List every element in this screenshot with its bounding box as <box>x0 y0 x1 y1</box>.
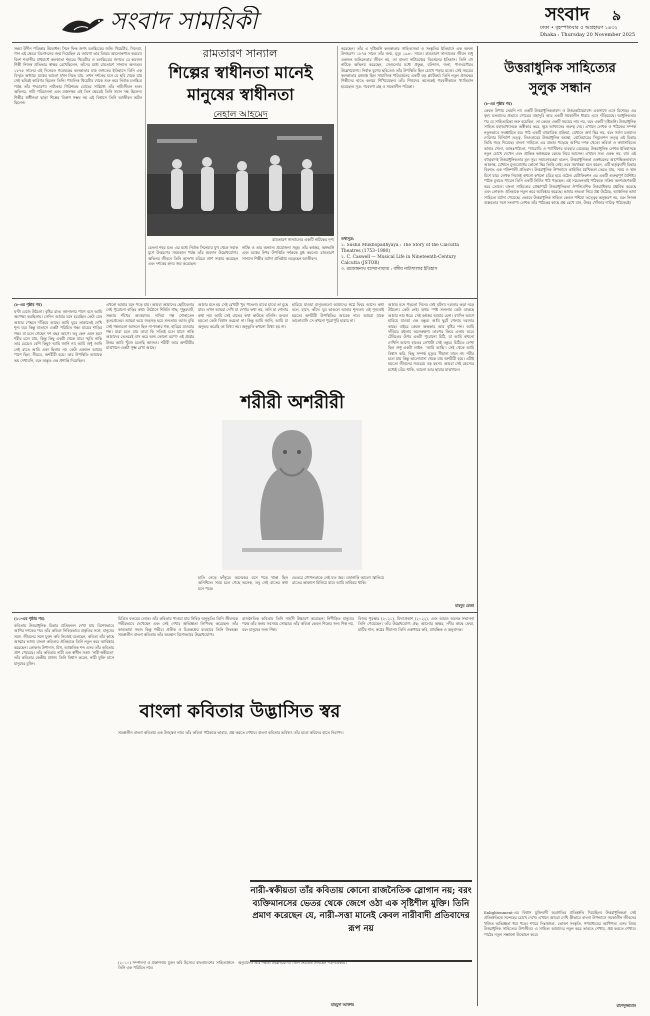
article3-illustration <box>222 420 362 570</box>
section-rule <box>12 612 478 613</box>
article4-continued: (১০-এর পৃষ্ঠার পর) <box>14 616 45 621</box>
article4-col6 <box>358 730 474 875</box>
date-english: Dhaka : Thursday 20 November 2025 <box>540 32 636 38</box>
paper-name: সংবাদ <box>545 4 590 25</box>
article4-col5: সমকালীন বাংলা কবিতায় এক উজ্জ্বল নাম। তাঁর কবিতা পাঠককে ভাবায়, প্রশ্ন করতে শেখায়। বাংলা কবিতার ভবিষ্যৎ তাঁর মতো কবিদের হাতে নিরাপদ। <box>118 730 344 735</box>
article4-title: বাংলা কবিতার উদ্ভাসিত স্বর <box>139 701 341 722</box>
article2-body: কেবল উপায় তেমনি না। একটি উত্তরাধুনিকতাবাদ ও উত্তরকাঠামোবাদ একসাথে এসে মিশেছে। এর বৃহৎ মতবাদের প্রভাবে গোত্রের বাহাদুরি আর একটি সমকালীন ধারায় এসে দাঁড়িয়েছে। আধুনিকতার পর যে সাহিত্যচিন্তা শুরু হয়েছিল, তা কেবল একটি সময়ের নাম নয়, বরং একটি দৃষ্টিভঙ্গি। উত্তরাধুনিক সাহিত্য মহাআখ্যানকে অস্বীকার করে, ক্ষুদ্র আখ্যানের গুরুত্ব দেয়। এখানে লেখক ও পাঠকের সম্পর্ক নতুনভাবে সংজ্ঞায়িত হয়। পাঠ একটি বহুমাত্রিক প্রক্রিয়া, যেখানে অর্থ স্থির নয়, বরং সর্বদা চলমান। দেরিদার বিনির্মাণ তত্ত্ব, লিওতারের উত্তরাধুনিক অবস্থা, বোদ্রিয়ারের সিমুলেশন তত্ত্ব এই চিন্তার ভিত্তি গড়ে দিয়েছে। বাংলা সাহিত্যে এর প্রভাব পড়েছে আশির দশক থেকে। কবিতা ও কথাসাহিত্যে ভাষার খেলা, আন্তঃপাঠ্যতা, প্যারোডি ও প্যাস্টিশের ব্যবহার বেড়েছে। উত্তরাধুনিক লেখক ইতিহাসকে নতুন চোখে দেখেন এবং প্রান্তিক কণ্ঠস্বরকে কেন্দ্রে নিয়ে আসেন। এখানে সত্য একক নয়, বহু। এই বহুত্ববাদই উত্তরাধুনিকতার মূল সুর। সমালোচকরা বলেন, উত্তরাধুনিকতা একধরনের আপেক্ষিকতাবাদে আক্রান্ত, যেখানে মূল্যবোধের কোনো স্থির ভিত্তি নেই। তবে সমর্থকরা মনে করেন, এটি কর্তৃত্ববাদী চিন্তার বিরুদ্ধে এক শক্তিশালী প্রতিবাদ। উত্তরাধুনিক উপন্যাসে কাহিনির রৈখিকতা ভেঙে যায়, সময় ও স্থান মিশে যায়। লেখক নিজেই কখনো কখনো চরিত্র হয়ে ওঠেন। মেটাফিকশন এর একটি গুরুত্বপূর্ণ বৈশিষ্ট্য। পাঠক বুঝতে পারেন তিনি একটি নির্মিত পাঠ পড়ছেন। এই সচেতনতাই পাঠককে সক্রিয় অংশগ্রহণকারী করে তোলে। বাংলা সাহিত্যের প্রেক্ষাপটে উত্তরাধুনিকতা ঔপনিবেশিক উত্তরাধিকার প্রশ্নবিদ্ধ করেছে এবং লোকজ ঐতিহ্যকে নতুন করে আবিষ্কার করেছে। ভাষার শুদ্ধতা নিয়ে প্রশ্ন উঠেছে, আঞ্চলিক ভাষা সাহিত্যে মর্যাদা পেয়েছে। এভাবে উত্তরাধুনিক সাহিত্য কেবল পশ্চিমা তত্ত্বের অনুকরণ নয়, বরং নিজস্ব বাস্তবতার সঙ্গে সংলাপ। লেখক তাঁর পাঠকের কাছে প্রশ্ন রেখে যান, উত্তর খোঁজার দায়িত্ব পাঠকেরই। <box>484 108 636 205</box>
article2-body2: Enlightenment-এর বিশ্বাস যুক্তিবাদী অগ্রগতির প্রতিশ্রুতি দিয়েছিল। উত্তরাধুনিকতা সেই প্রতিশ্রুতিকে সন্দেহের চোখে দেখে। এখানে আমরা দেখি কীভাবে বাংলা উপন্যাসে সমকালীন জীবনের খণ্ডিত অভিজ্ঞতা ধরা পড়ে। শহুরে নিঃসঙ্গতা, ভোক্তা সংস্কৃতি, গণমাধ্যমের আধিপত্য এসব বিষয় উত্তরাধুনিক সাহিত্যের উপজীব্য। এ সাহিত্য আমাদের নতুন করে ভাবতে শেখায়, প্রশ্ন করতে শেখায়। পাঠের নতুন সম্ভাবনা উন্মোচন করে। <box>484 910 636 937</box>
article1-photo-caption: রামতারণ সান্যালের একটি নাটকের দৃশ্য <box>272 237 334 242</box>
article3-title: শরীরী অশরীরী <box>240 392 345 413</box>
article4-col4: বিজয় পুরস্কার (২০২১), বিদ্যাপ্রকাশ (২০২২), এবং আরও অনেক সম্মাননা তিনি পেয়েছেন। তাঁর উল্লেখযোগ্য গ্রন্থ: আলোর অক্ষর, নদীর কাছে ফেরা, মাটির গান, স্বপ্নের সীমানা। তিনি একাধারে কবি, প্রাবন্ধিক ও অনুবাদক। <box>358 616 474 632</box>
article3-col4: হারিয়ে যাওয়া মানুষগুলো আমাদের স্বপ্নে ফিরে আসে। কথা বলে, হাসে, কাঁদে। ঘুম ভাঙলে আবার শূন্যতা। এই শূন্যতাই হয়তো অশরীরী উপস্থিতির আরেক নাম। আমরা যাকে ভালোবাসি সে কখনো পুরোপুরি হারায় না। <box>292 302 384 324</box>
page-number: ৯ <box>612 8 622 24</box>
article4-col3: রাজনৈতিক কবিতায় তিনি সাহসী উচ্চারণ করেছেন। নিপীড়িত মানুষের পক্ষে তাঁর কলম সবসময় সোচ্চার। তাঁর কবিতা কেবল শিল্পের জন্য শিল্প নয়, বরং মানুষের জন্য শিল্প। <box>242 616 354 632</box>
article3-author: মাহবুব রেজা <box>455 603 474 608</box>
bird-logo-icon <box>60 14 106 38</box>
article4-bottom1: (২০১০) সম্পাদনা ও প্রকাশনায় যুক্ত। কবি হিসেবে বাংলাদেশের সাহিত্যাঙ্গনে তিনি এক পরিচিত নাম। <box>118 960 234 971</box>
article1-col1: সন্ধ্যা উদীন পত্রিকার উদ্বোধন। সিনে ফিক জগৎ চলচ্চিত্রের জনি। থিয়েটার, সিনেমা, গান এই ক্ষেত্রে বিনোদনের জন্ম দিয়েছিল যে জায়গা তার বিষয়ে আলোকপাত করবো। বিংশ শতাব্দীর প্রথমার্ধে কলকাতা শহরের থিয়েটার ও চলচ্চিত্রের জগতে যে কয়জন শিল্পী নিজস্ব প্রতিভার স্বাক্ষর রেখেছিলেন, তাঁদের মধ্যে রামতারণ সান্যাল অন্যতম। ১৮৭৫ সালের এই দিনেরও গবেষকের কলকাতার মঞ্চ জগতের ইতিহাসে তিনি এক বিস্মৃত অধ্যায়। মঞ্চের আলো যখন নিভে যায়, তখন দর্শকের মনে যে ছবি থেকে যায় সেই ছবিরই কারিগর ছিলেন তিনি। পাবলিক থিয়েটার থেকে শুরু করে নির্বাক চলচ্চিত্র পর্যন্ত তাঁর পদচারণা। নাট্যকার গিরিশচন্দ্র ঘোষের সান্নিধ্যে তাঁর নাট্যজীবন শুরু। অভিনয়, নাট্য পরিচালনা এবং মঞ্চসজ্জা এই তিন ক্ষেত্রেই তিনি সমান দক্ষ ছিলেন। শিল্পীর স্বাধীনতা ছাড়া শিল্পের বিকাশ সম্ভব নয় এই বিশ্বাসে তিনি আজীবন অটল ছিলেন। <box>14 46 142 106</box>
article3-bottom-left: হাতি নেড়ে ফাঁসুরে। অনেকের বসে পড়ে থাকা ছিল অনিশ্চিত। সময় চলে গেছে অনেক, তবু সেই রাতের কথা মনে পড়ে। <box>198 575 288 591</box>
article4-author: মাহমুদা আক্তার <box>330 1002 354 1007</box>
article3-col5: আমার মনে পড়লো দিনের সেই ঘটনা। দরজার কড়া নড়ে উঠলো। কেউ নেই। অথচ স্পষ্ট শুনলাম কেউ ডাকছে আমার নাম ধরে। সেই কণ্ঠস্বর আমার চেনা। বহুদিন আগে হারিয়ে যাওয়া এক বন্ধুর। আমি ছুটে গেলাম দরজার কাছে। বাইরে কেবল অন্ধকার আর বৃষ্টির শব্দ। আমি দাঁড়িয়ে রইলাম অনেকক্ষণ। তারপর ফিরে এলাম ঘরে। টেবিলের উপর একটা পুরোনো চিঠি, যা আমি কখনো দেখিনি আগে। হাতের লেখাটা সেই বন্ধুর। চিঠিতে লেখা ছিল শুধু একটা লাইন: ‘আমি আছি’। সেই থেকে আমি বিশ্বাস করি, কিছু সম্পর্ক মৃত্যুর সীমানা মানে না। শরীর চলে যায় কিন্তু ভালোবাসা থেকে যায় অশরীরী হয়ে। এটাই হয়তো জীবনের সবচেয়ে বড় রহস্য। আমরা সেই রহস্যের মধ্যেই বেঁচে থাকি, আলো আর ছায়ার মাঝখানে। <box>388 302 474 372</box>
article3-col1: ঘণ্টা বেজে উঠলো। বৃষ্টির রাত। জানালার পাশে বসে আমি অপেক্ষা করছিলাম। সেদিন আমার মনে হয়েছিল কেউ যেন আমার পেছনে দাঁড়িয়ে আছে। আমি ঘুরে তাকাতেই দেখি শূন্য ঘর। কিন্তু বাতাসে একটা পরিচিত গন্ধ। মায়ের শাড়ির গন্ধ। মা চলে গেছেন দশ বছর আগে। তবু কেন এমন হয়? শরীর চলে যায়, কিন্তু কিছু একটা থেকে যায়। স্মৃতি নাকি তার চেয়েও বেশি কিছু? আমি জানি না। আমি শুধু জানি সেই রাতে আমি একা ছিলাম না। কেউ একজন আমার পাশে ছিল, নীরবে, অশরীরী হয়ে। তার উপস্থিতি আমাকে ভয় দেখায়নি, বরং অদ্ভুত এক প্রশান্তি দিয়েছিল। <box>14 309 102 363</box>
article3-col2: এখনো আমার মনে পড়ে যায়। আমরা আমাদের ছোটবেলার সেই পুরোনো বাড়ির কথা। উঠোনে শিউলি গাছ, পুকুরঘাট, সন্ধ্যায় শাঁখের আওয়াজ। দাদিমা গল্প শোনাতেন ভূতপ্রেতের। আমরা ভয়ে জড়সড় হয়ে শুনতাম। আজ বুঝি সেই গল্পগুলো আসলে ছিল না-থাকার গল্প, হারিয়ে যাওয়ার গল্প। যারা চলে যায় তারা কি সত্যিই চলে যায়? নাকি আমাদের ভেতরেই বাস করে অন্য কোনো রূপে? এই প্রশ্নের উত্তর আমি খুঁজে চলেছি আজও। শরীরী আর অশরীরীর মাঝখানে একটা সূক্ষ্ম রেখা আছে। <box>106 302 194 351</box>
article2-title-line1: উত্তরাধুনিক সাহিত্যের <box>504 61 616 76</box>
article2-author: রাশেদুজ্জামান <box>616 1003 636 1008</box>
article1-title-line1: শিল্পের স্বাধীনতা মানেই <box>168 63 313 82</box>
article4-pullquote <box>250 880 472 962</box>
article3-continued: (৮-এর পৃষ্ঠার পর) <box>14 302 43 307</box>
article1-below-left: চেনলা শহর মত। এর মধ্যে নির্বাক সিনেমার যুগ থেকে সবাক যুগে উত্তরণের সময়কাল পর্যন্ত তাঁর অবদান উল্লেখযোগ্য। অভিনয় জীবনে তিনি অসংখ্য চরিত্রে প্রাণ সঞ্চার করেছেন এবং দর্শকের হৃদয় জয় করেছেন। <box>148 245 238 267</box>
article2-continued: (৮-এর পৃষ্ঠার পর) <box>484 101 513 106</box>
article1-title-line2: মানুষের স্বাধীনতা <box>187 85 294 104</box>
article3-bottom-mid: ভেতরে গোপনতাকে নেই যত জ্বর। জোনাকি আলো জ্বালিয়ে রাতের আকাশে মিলিয়ে যায়। আমি তাকিয়ে থাকি। <box>292 575 384 586</box>
article4-col2: চিত্রিত বলয়ের লোক। তাঁর কবিতায় পাওয়া যায় নিবিড় অনুভূতি। তিনি জীবনকে গভীরভাবে দেখেছেন এবং সেই দেখার অভিজ্ঞতা লিপিবদ্ধ করেছেন। তাঁর কাব্যভাষা সহজ কিন্তু গভীর। প্রতীক ও চিত্রকল্পের ব্যবহারে তিনি সিদ্ধহস্ত। সমকালীন বাংলা কবিতায় তাঁর অবস্থান বিশেষভাবে উল্লেখযোগ্য। <box>118 616 238 638</box>
article3-col3: আমার মনে হয় সেই রেখাটা খুব পাতলা। মাঝে মাঝে তা মুছে যায়। তখন আমরা দেখি যা দেখার কথা নয়, শুনি যা শোনার কথা নয়। আমি সেই রাতের কথা কাউকে বলিনি। বললে হয়তো কেউ বিশ্বাস করতো না। কিন্তু আমি জানি, আমি যা অনুভব করেছি তা মিথ্যা নয়। অনুভূতি কখনো মিথ্যা হয় না। <box>198 302 288 329</box>
section-rule <box>12 298 478 299</box>
article1-kicker: রামতারণ সান্যাল <box>202 47 278 60</box>
column-divider <box>477 46 478 1006</box>
article1-photo <box>147 124 334 236</box>
column-divider <box>145 46 146 296</box>
article1-col2: করেছেন। তাঁর এ দৃষ্টিভঙ্গি কলকাতার সাহিত্যসভা ও সংস্কৃতির ইতিহাসে এক অনন্য উদাহরণ। ১৮৭৫ সালে তাঁর জন্ম, মৃত্যু ১৯৪০ সালে। রামতারণ সান্যালের জীবন শুধু একজন অভিনেতার জীবন নয়, তা বাংলা নাট্যমঞ্চের বিবর্তনের ইতিহাস। তিনি বহু নাটকে অভিনয় করেছেন, সেগুলোর মধ্যে প্রফুল্ল, বলিদান, জনা, পাণ্ডবগৌরব উল্লেখযোগ্য। নির্বাক যুগের ছবিতেও তাঁর উপস্থিতি ছিল চোখে পড়ার মতো। সেই সময়ের কলকাতার রঙ্গমঞ্চ ছিল সামাজিক পরিবর্তনের একটি বড় প্ল্যাটফর্ম। তিনি নতুন প্রজন্মের শিল্পীদের হাতে কলমে শিখিয়েছেন। তাঁর শিষ্যদের অনেকেই পরবর্তীকালে খ্যাতিমান হয়েছেন। সূত্র: গবেষণা গ্রন্থ ও সমকালীন পত্রিকা। <box>341 46 473 89</box>
article4-col1: কবিতায় উত্তরাধুনিক চিন্তার প্রতিফলন দেখা যায় বিশেষভাবে আশির দশকের পর। তাঁর কবিতা নিবিড়ভাবে প্রকৃতির সঙ্গে, মানুষের সঙ্গে, জীবনের সঙ্গে যুক্ত। কবি নিজেই বলেছেন, কবিতা তাঁর কাছে আত্মার ভাষা। বাংলা কবিতার ঐতিহ্যকে তিনি নতুন করে আবিষ্কার করেছেন। লোকজ উপাদান, মিথ, আঞ্চলিক শব্দ এসব তাঁর কবিতায় প্রাণ পেয়েছে। তাঁর কবিতায় নারী এক স্বাধীন সত্তা। ‘নারী-স্বকীয়তা’ তাঁর কবিতার কেন্দ্রীয় প্রসঙ্গ। তিনি বিশ্বাস করেন, নারী মুক্তি মানে মানুষের মুক্তি। <box>14 623 114 666</box>
article1-below-right: নাটক ও তার অন্যান্য প্রযোজনা সমূহ। তাঁর কণ্ঠস্বর, অঙ্গভঙ্গি এবং মঞ্চের উপর উপস্থিতি দর্শককে মুগ্ধ করতো। রামতারণ সান্যাল শিল্পীর মর্যাদা প্রতিষ্ঠায় লড়েছেন আজীবন। <box>242 245 334 261</box>
pullquote-text: নারী-স্বকীয়তা তাঁর কবিতায় কোনো রাজনৈতিক স্লোগান নয়; বরং ব্যক্তিমানসের ভেতর থেকে জেগে ওঠা এক সৃষ্টিশীল মুক্তি। তিনি প্রমাণ করেছেন যে, নারী-সত্তা মানেই কেবল নারীবাদী প্রতিবাদের রূপ নয় <box>250 886 472 934</box>
article2-title-line2: সুলুক সন্ধান <box>528 81 592 96</box>
article1-refs: ১. Sushil Mukhopadhyaya : The Story of the Calcutta Theatres (1753–1980) ২. C. Caswell — Musical Life in Nineteenth-Century Calcutta (JSTOR) ৩. ব্রজেন্দ্রনাথ বন্দ্যোপাধ্যায় : বঙ্গীয় নাট্যশালার ইতিহাস <box>341 243 459 272</box>
masthead <box>0 0 650 40</box>
section-title: সংবাদ সাময়িকী <box>110 7 258 35</box>
article4-bottom2: অনুবাদেও তাঁর দক্ষতা উল্লেখযোগ্য। তিনি নিয়মিত লিখছেন পত্রপত্রিকায়। <box>238 960 347 965</box>
article1-refs-label: তথ্যসূত্র: <box>341 236 355 241</box>
column-divider <box>337 46 338 296</box>
masthead-rule <box>12 42 638 43</box>
date-bangla: ঢাকা • বৃহস্পতিবার ৫ অগ্রহায়ণ ১৪৩২ <box>540 25 618 31</box>
article1-author: নেহাল আহমেদ <box>213 110 268 120</box>
